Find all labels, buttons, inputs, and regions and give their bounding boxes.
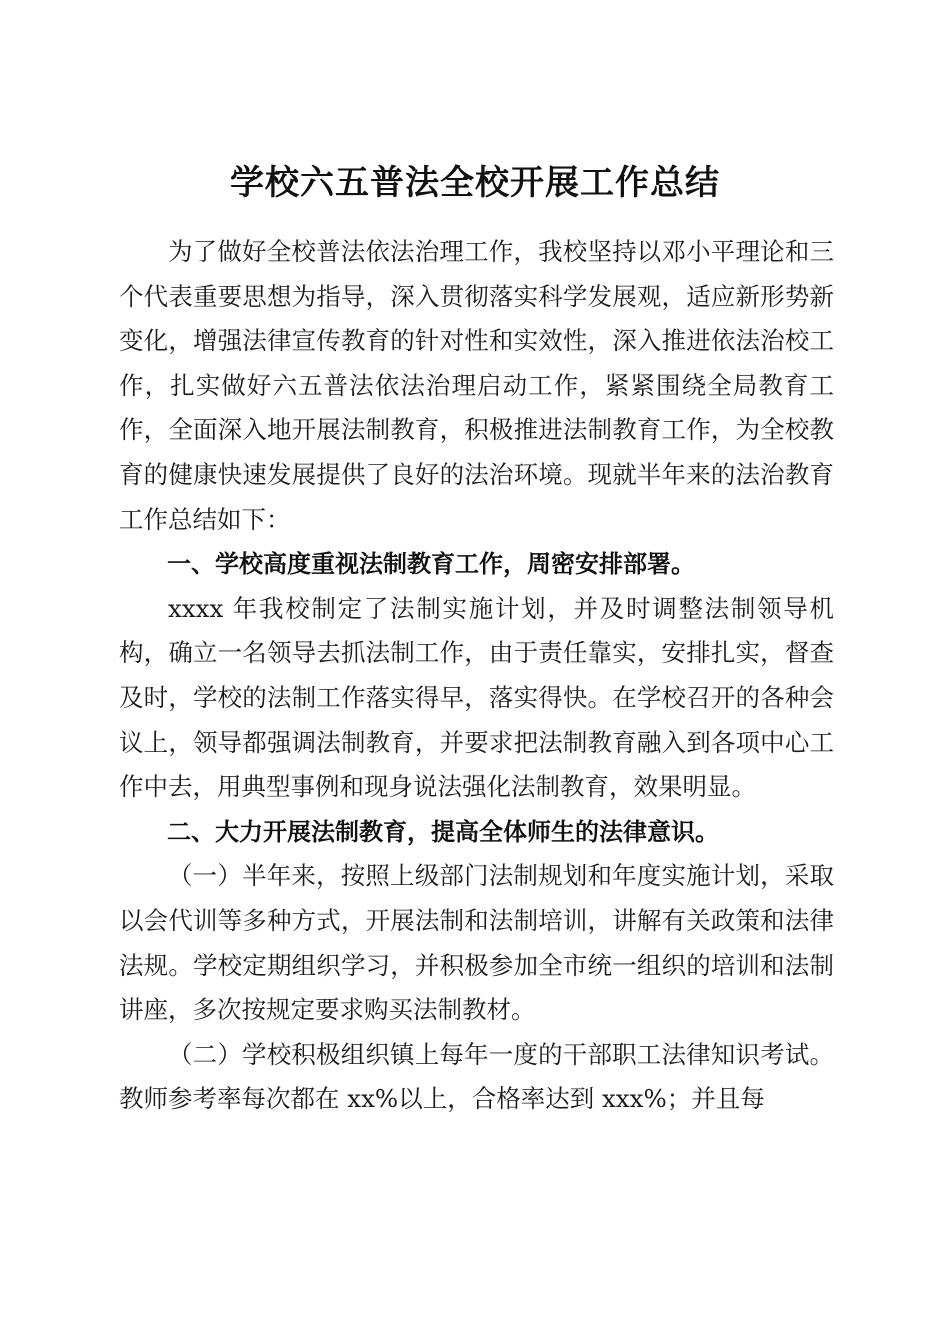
document-body bbox=[119, 230, 834, 1122]
section-1-paragraph: xxxx 年我校制定了法制实施计划，并及时调整法制领导机构，确立一名领导去抓法制工作，由于责任靠实，安排扎实，督查及时，学校的法制工作落实得早，落实得快。在学校召开的各种会议上，领导都强调法制教育，并要求把法制教育融入到各项中心工作中去，用典型事例和现身说法强化法制教育，效果明显。 bbox=[119, 593, 834, 802]
item-1-paragraph: （一）半年来，按照上级部门法制规划和年度实施计划，采取以会代训等多种方式，开展法制和法制培训，讲解有关政策和法律法规。学校定期组织学习，并积极参加全市统一组织的培训和法制讲座，多次按规定要求购买法制教材。 bbox=[119, 861, 834, 1025]
item-2-paragraph: （二）学校积极组织镇上每年一度的干部职工法律知识考试。教师参考率每次都在 xx%以上，合格率达到 xxx%；并且每 bbox=[119, 1039, 834, 1114]
section-heading-1: 一、学校高度重视法制教育工作，周密安排部署。 bbox=[167, 550, 695, 579]
section-heading-2: 二、大力开展法制教育，提高全体师生的法律意识。 bbox=[167, 817, 719, 846]
intro-paragraph: 为了做好全校普法依法治理工作，我校坚持以邓小平理论和三个代表重要思想为指导，深入贯彻落实科学发展观，适应新形势新变化，增强法律宣传教育的针对性和实效性，深入推进依法治校工作，扎实做好六五普法依法治理启动工作，紧紧围绕全局教育工作，全面深入地开展法制教育，积极推进法制教育工作，为全校教育的健康快速发展提供了良好的法治环境。现就半年来的法治教育工作总结如下： bbox=[119, 237, 834, 534]
document-title: 学校六五普法全校开展工作总结 bbox=[230, 162, 720, 203]
